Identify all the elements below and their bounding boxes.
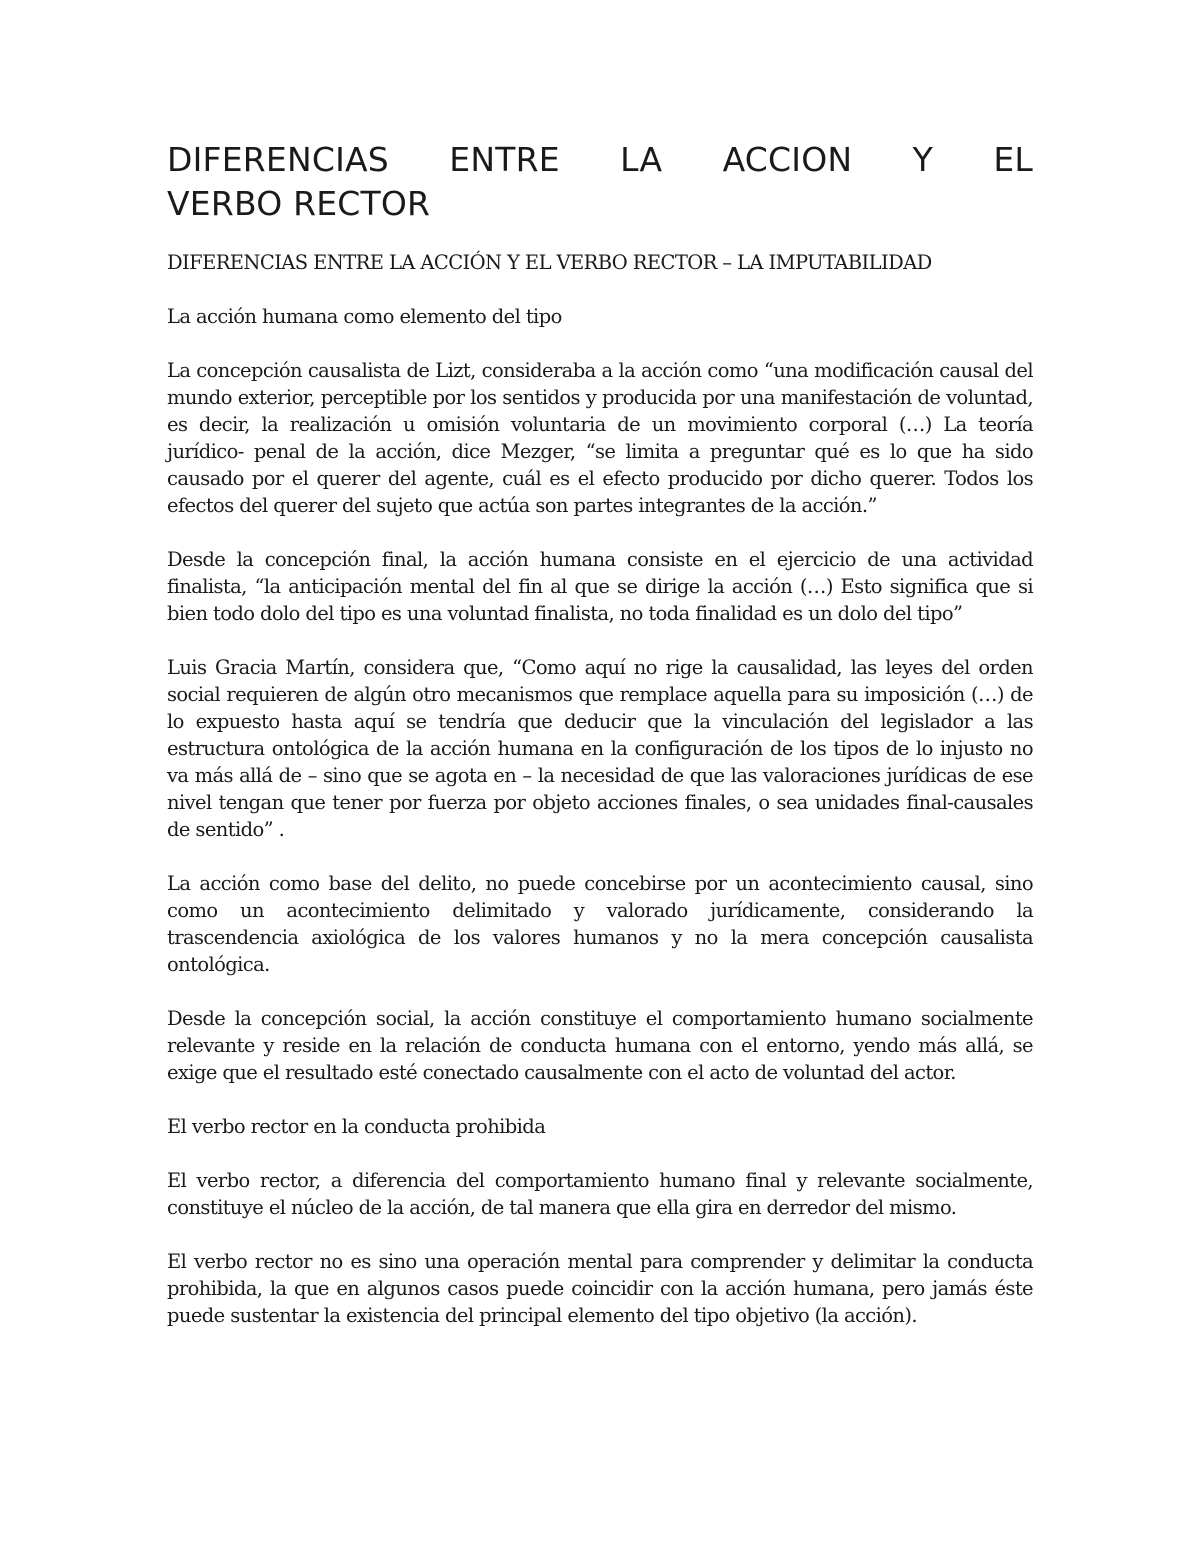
document-title-line-1: DIFERENCIAS ENTRE LA ACCION Y EL [167,140,1033,179]
paragraph-concepcion-causalista: La concepción causalista de Lizt, consideraba a la acción como “una modificación causal del mundo exterior, perceptible por los sentidos y producida por una manifestación de voluntad, es decir, la realización u omisión voluntaria de un movimiento corporal (…) La teoría jurídico- penal de la acción, dice Mezger, “se limita a preguntar qué es lo que ha sido causado por el querer del agente, cuál es el efecto producido por dicho querer. Todos los efectos del querer del sujeto que actúa son partes integrantes de la acción.” [167,359,1033,517]
document-title [167,138,1033,226]
paragraph-verbo-rector-operacion: El verbo rector no es sino una operación mental para comprender y delimitar la conducta prohibida, la que en algunos casos puede coincidir con la acción humana, pero jamás éste puede sustentar la existencia del principal elemento del tipo objetivo (la acción). [167,1250,1033,1327]
document-title-line-2: VERBO RECTOR [167,184,431,223]
paragraph-verbo-rector-nucleo: El verbo rector, a diferencia del comportamiento humano final y relevante socialmente, constituye el núcleo de la acción, de tal manera que ella gira en derredor del mismo. [167,1169,1033,1219]
paragraph-concepcion-social: Desde la concepción social, la acción constituye el comportamiento humano socialmente relevante y reside en la relación de conducta humana con el entorno, yendo más allá, se exige que el resultado esté conectado causalmente con el acto de voluntad del actor. [167,1007,1033,1084]
document-subtitle: DIFERENCIAS ENTRE LA ACCIÓN Y EL VERBO RECTOR – LA IMPUTABILIDAD [167,251,932,274]
section-heading-verbo-rector: El verbo rector en la conducta prohibida [167,1115,546,1138]
section-heading-accion-humana: La acción humana como elemento del tipo [167,305,562,328]
document-page [167,138,1033,1329]
paragraph-concepcion-final: Desde la concepción final, la acción humana consiste en el ejercicio de una actividad finalista, “la anticipación mental del fin al que se dirige la acción (…) Esto significa que si bien todo dolo del tipo es una voluntad finalista, no toda finalidad es un dolo del tipo” [167,548,1033,625]
paragraph-gracia-martin: Luis Gracia Martín, considera que, “Como aquí no rige la causalidad, las leyes del orden social requieren de algún otro mecanismos que remplace aquella para su imposición (…) de lo expuesto hasta aquí se tendría que deducir que la vinculación del legislador a las estructura ontológica de la acción humana en la configuración de los tipos de lo injusto no va más allá de – sino que se agota en – la necesidad de que las valoraciones jurídicas de ese nivel tengan que tener por fuerza por objeto acciones finales, o sea unidades final-causales de sentido” . [167,656,1033,841]
paragraph-base-del-delito: La acción como base del delito, no puede concebirse por un acontecimiento causal, sino como un acontecimiento delimitado y valorado jurídicamente, considerando la trascendencia axiológica de los valores humanos y no la mera concepción causalista ontológica. [167,872,1033,976]
